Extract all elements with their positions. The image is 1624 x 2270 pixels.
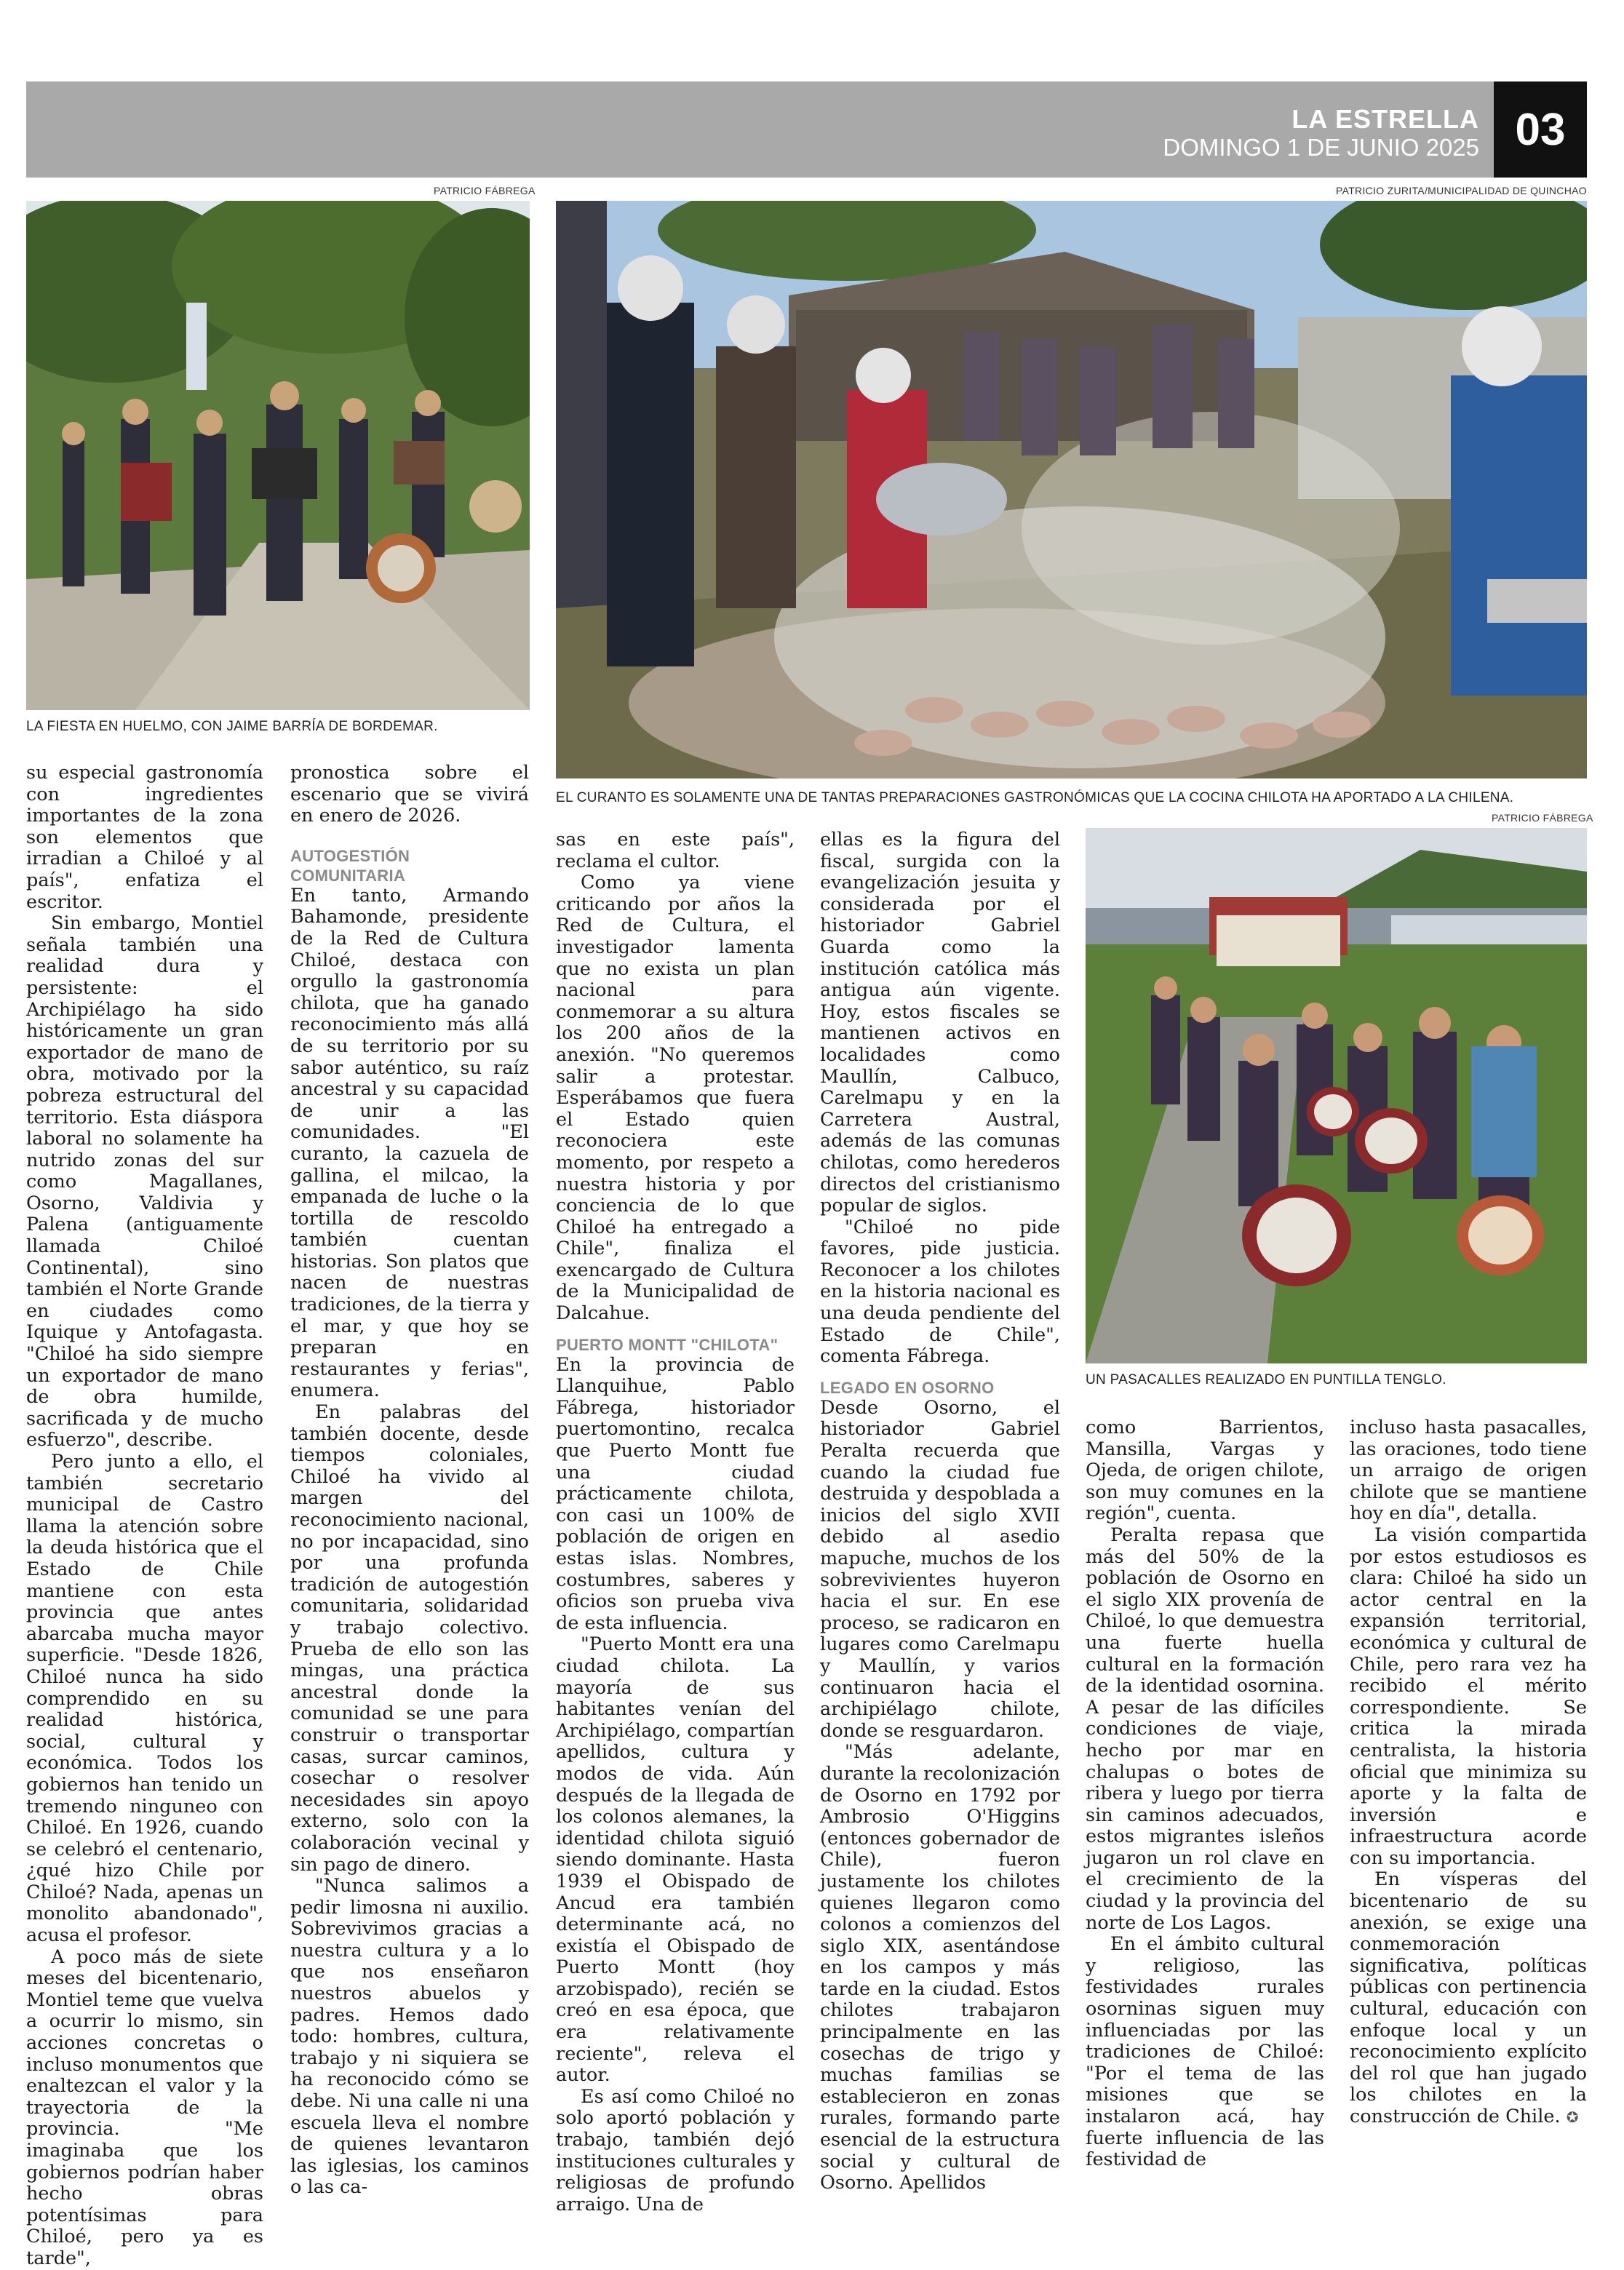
article-column-4 (820, 829, 1060, 2194)
paragraph: La visión compartida por estos estudiosos es clara: Chiloé ha sido un actor central en la expansión territorial, económica y cultural de Chile, pero rara vez ha recibido el mérito correspondiente. Se critica la mirada centralista, la historia oficial que minimiza su aporte y la falta de inversión e infraestructura acorde con su importancia. (1350, 1524, 1587, 1869)
header-bar (26, 81, 1494, 178)
paragraph: "Nunca salimos a pedir limosna ni auxilio. Sobrevivimos gracias a nuestra cultura y a lo que nos enseñaron nuestros abuelos y padres. Hemos dado todo: hombres, cultura, trabajo y ni siquiera se ha reconocido cómo se debe. Ni una calle ni una escuela lleva el nombre de quienes levantaron las iglesias, los caminos o las ca- (290, 1875, 529, 2199)
paragraph: incluso hasta pasacalles, las oraciones, todo tiene un arraigo de origen chilote que se mantiene hoy en día", detalla. (1350, 1417, 1587, 1525)
closing-paragraph-text: En vísperas del bicentenario de su anexión, se exige una conmemoración significativa, políticas públicas con pertinencia cultural, educación con enfoque local y un reconocimiento explícito del rol que han jugado los chilotes en la construcción de Chile. (1350, 1868, 1587, 2127)
section-heading: LEGADO EN OSORNO (820, 1378, 995, 1397)
photo-huelmo-fiesta (26, 201, 530, 710)
paragraph: "Chiloé no pide favores, pide justicia. Reconocer a los chilotes en la historia nacional es una deuda pendiente del Estado de Chile", comenta Fábrega. (820, 1216, 1060, 1368)
photo-caption: LA FIESTA EN HUELMO, CON JAIME BARRÍA DE BORDEMAR. (26, 719, 438, 734)
paragraph: Pero junto a ello, el también secretario municipal de Castro llama la atención sobre la deuda histórica que el Estado de Chile mantiene con esta provincia que antes abarcaba mucha mayor superficie. "Desde 1826, Chiloé nunca ha sido comprendido en su realidad histórica, social, cultural y económica. Todos los gobiernos han tenido un tremendo ninguneo con Chiloé. En 1926, cuando se celebró el centenario, ¿qué hizo Chile por Chiloé? Nada, apenas un monolito abandonado", acusa el profesor. (26, 1451, 263, 1947)
article-column-3 (556, 829, 795, 2215)
article-column-2 (290, 762, 529, 2199)
paragraph: En la provincia de Llanquihue, Pablo Fábrega, historiador puertomontino, recalca que Puerto Montt fue una ciudad prácticamente chilota, con casi un 100% de población de origen en estas islas. Nombres, costumbres, saberes y oficios son prueba viva de esta influencia. (556, 1353, 795, 1634)
paragraph: A poco más de siete meses del bicentenario, Montiel teme que vuelva a ocurrir lo mismo, sin acciones concretas o incluso monumentos que enaltezcan el valor y la trayectoria de la provincia. "Me imaginaba que los gobiernos podrían haber hecho obras potentísimas para Chiloé, pero ya es tarde", (26, 1946, 263, 2269)
newspaper-name: LA ESTRELLA (1291, 104, 1479, 134)
paragraph: Sin embargo, Montiel señala también una realidad dura y persistente: el Archipiélago ha sido históricamente un gran exportador de mano de obra, motivado por la pobreza estructural del territorio. Esta diáspora laboral no solamente ha nutrido zonas del sur como Magallanes, Osorno, Valdivia y Palena (antiguamente llamada Chiloé Continental), sino también el Norte Grande en ciudades como Iquique y Antofagasta. "Chiloé ha sido siempre un exportador de mano de obra humilde, sacrificada y de mucho esfuerzo", describe. (26, 912, 263, 1451)
curanto-image (556, 201, 1587, 778)
paragraph: "Más adelante, durante la recolonización de Osorno en 1792 por Ambrosio O'Higgins (entonces gobernador de Chile), fueron justamente los chilotes quienes llegaron como colonos a comienzos del siglo XIX, asentándose en los campos y más tarde en la ciudad. Estos chilotes trabajaron principalmente en las cosechas de trigo y muchas familias se establecieron en zonas rurales, formando parte esencial de la estructura social y cultural de Osorno. Apellidos (820, 1741, 1060, 2194)
photo-credit: PATRICIO ZURITA/MUNICIPALIDAD DE QUINCHAO (1336, 185, 1587, 196)
page-number: 03 (1494, 81, 1587, 178)
paragraph: ellas es la figura del fiscal, surgida con la evangelización jesuita y considerada por el historiador Gabriel Guarda como la institución católica más antigua aún vigente. Hoy, estos fiscales se mantienen activos en localidades como Maullín, Calbuco, Carelmapu y en la Carretera Austral, además de las comunas chilotas, como herederos directos del cristianismo popular de siglos. (820, 829, 1060, 1217)
pasacalles-image (1086, 828, 1587, 1363)
photo-caption: EL CURANTO ES SOLAMENTE UNA DE TANTAS PREPARACIONES GASTRONÓMICAS QUE LA COCINA CHILOTA HA APORTADO A LA CHILENA. (556, 790, 1514, 805)
procession-image (26, 201, 530, 710)
paragraph: Como ya viene criticando por años la Red de Cultura, el investigador lamenta que no exista un plan nacional para conmemorar a su altura los 200 años de la anexión. "No queremos salir a protestar. Esperábamos que fuera el Estado quien reconociera este momento, por respeto a nuestra historia y por conciencia de lo que Chiloé ha entregado a Chile", finaliza el exencargado de Cultura de la Municipalidad de Dalcahue. (556, 872, 795, 1325)
paragraph: como Barrientos, Mansilla, Vargas y Ojeda, de origen chilote, son muy comunes en la región", cuenta. (1086, 1417, 1324, 1525)
paragraph: En el ámbito cultural y religioso, las festividades rurales osorninas siguen muy influenciadas por las tradiciones de Chiloé: "Por el tema de las misiones que se instalaron acá, hay fuerte influencia de las festividad de (1086, 1933, 1324, 2171)
paragraph: En tanto, Armando Bahamonde, presidente de la Red de Cultura Chiloé, destaca con orgullo la gastronomía chilota, que ha ganado reconocimiento más allá de su territorio por su sabor auténtico, su raíz ancestral y su capacidad de unir a las comunidades. "El curanto, la cazuela de gallina, el milcao, la empanada de luche o la tortilla de rescoldo también cuentan historias. Son platos que nacen de nuestras tradiciones, de la tierra y el mar, y que hoy se preparan en restaurantes y ferias", enumera. (290, 884, 529, 1402)
paragraph: Desde Osorno, el historiador Gabriel Peralta recuerda que cuando la ciudad fue destruida y despoblada a inicios del siglo XVII debido al asedio mapuche, muchos de los sobrevivientes huyeron hacia el sur. En ese proceso, se radicaron en lugares como Carelmapu y Maullín, y varios continuaron hacia el archipiélago chilote, donde se resguardaron. (820, 1396, 1060, 1742)
photo-curanto (556, 201, 1587, 778)
section-heading: AUTOGESTIÓN COMUNITARIA (290, 846, 410, 885)
paragraph: pronostica sobre el escenario que se vivirá en enero de 2026. (290, 762, 529, 827)
paragraph: Peralta repasa que más del 50% de la población de Osorno en el siglo XIX provenía de Chiloé, lo que demuestra una fuerte huella cultural en la formación de la identidad osornina. A pesar de las difíciles condiciones de viaje, hecho por mar en chalupas o botes de ribera y luego por tierra sin caminos adecuados, estos migrantes isleños jugaron un rol clave en el crecimiento de la ciudad y la provincia del norte de Los Lagos. (1086, 1524, 1324, 1934)
paragraph: En palabras del también docente, desde tiempos coloniales, Chiloé ha vivido al margen del reconocimiento nacional, no por incapacidad, sino por una profunda tradición de autogestión comunitaria, solidaridad y trabajo colectivo. Prueba de ello son las mingas, una práctica ancestral donde la comunidad se une para construir o transportar casas, surcar caminos, cosechar o resolver necesidades sin apoyo externo, solo con la colaboración vecinal y sin pago de dinero. (290, 1401, 529, 1876)
photo-tenglo-pasacalles (1086, 828, 1587, 1363)
article-column-1 (26, 762, 263, 2270)
paragraph: su especial gastronomía con ingredientes importantes de la zona son elementos que irradian a Chiloé y al país", enfatiza el escritor. (26, 762, 263, 913)
photo-credit: PATRICIO FÁBREGA (1492, 812, 1593, 824)
paragraph: sas en este país", reclama el cultor. (556, 829, 795, 872)
article-column-6 (1350, 1417, 1587, 2129)
paragraph (1350, 1869, 1587, 2128)
masthead (1163, 106, 1479, 159)
paragraph: Es así como Chiloé no solo aportó población y trabajo, también dejó instituciones culturales y religiosas de profundo arraigo. Una de (556, 2085, 795, 2215)
section-heading: PUERTO MONTT "CHILOTA" (556, 1335, 779, 1354)
photo-credit: PATRICIO FÁBREGA (434, 185, 536, 196)
article-column-5 (1086, 1417, 1324, 2171)
paragraph: "Puerto Montt era una ciudad chilota. La mayoría de sus habitantes venían del Archipiélago, compartían apellidos, cultura y modos de vida. Aún después de la llegada de los colonos alemanes, la identidad chilota siguió siendo dominante. Hasta 1939 el Obispado de Ancud era también determinante acá, no existía el Obispado de Puerto Montt (hoy arzobispado), recién se creó en esa época, que era relativamente reciente", releva el autor. (556, 1633, 795, 2087)
issue-date: DOMINGO 1 DE JUNIO 2025 (1163, 134, 1479, 161)
photo-caption: UN PASACALLES REALIZADO EN PUNTILLA TENGLO. (1086, 1372, 1446, 1387)
end-mark-icon: ✪ (1566, 2108, 1579, 2126)
